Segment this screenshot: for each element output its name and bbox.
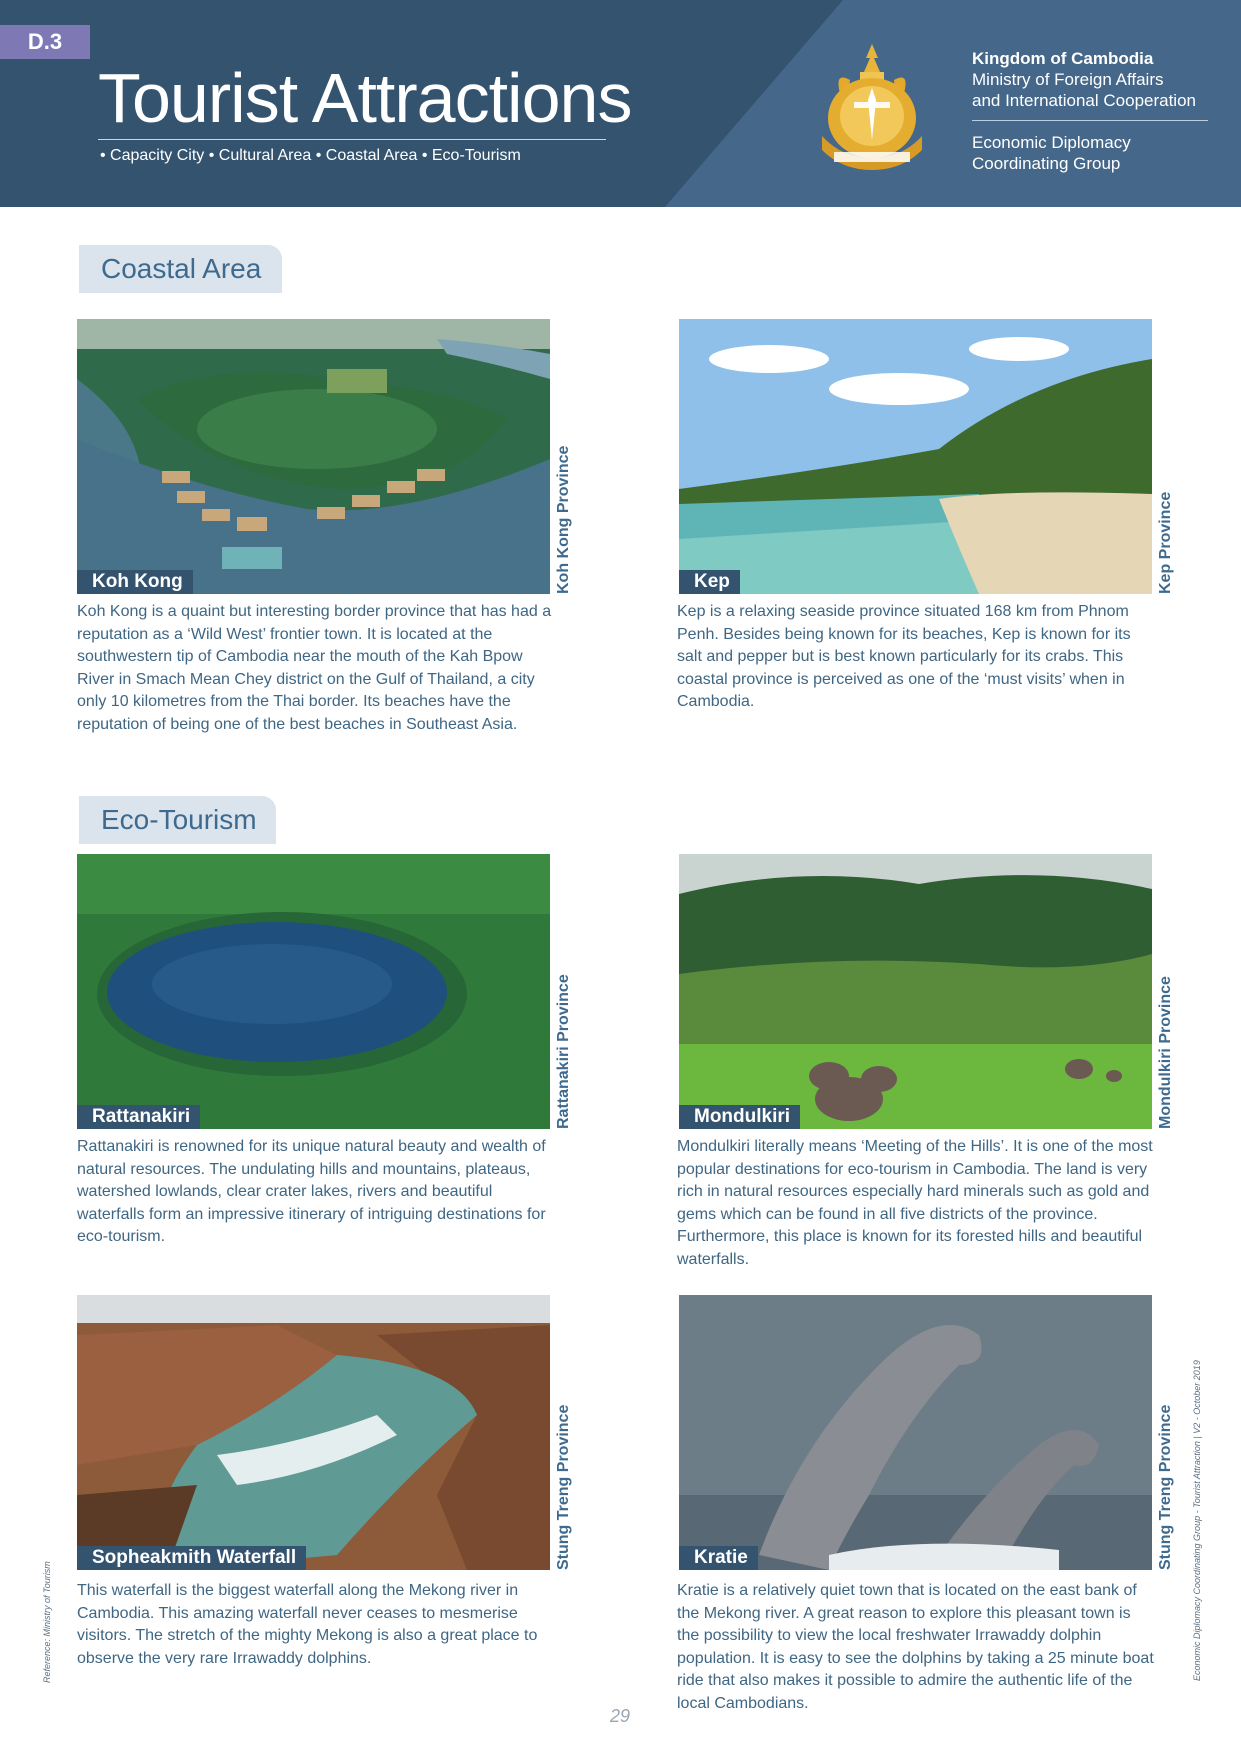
province-label: Mondulkiri Province <box>1157 976 1174 1129</box>
org-ministry-line2: and International Cooperation <box>972 91 1196 110</box>
title-divider <box>98 139 606 140</box>
section-heading-eco-tourism: Eco-Tourism <box>79 796 276 844</box>
photo-caption: Mondulkiri <box>679 1105 800 1129</box>
photo-caption: Sopheakmith Waterfall <box>77 1546 306 1570</box>
org-divider <box>972 120 1208 121</box>
photo-rattanakiri <box>77 854 550 1129</box>
province-label: Stung Treng Province <box>1157 1404 1174 1570</box>
photo-caption: Rattanakiri <box>77 1105 200 1129</box>
org-ministry-line1: Ministry of Foreign Affairs <box>972 70 1164 89</box>
section-heading-coastal: Coastal Area <box>79 245 282 293</box>
card-description: Kratie is a relatively quiet town that is located on the east bank of the Mekong river. A great reason to explore this pleasant town is the possibility to view the local freshwater Irrawaddy dolphin population. It is easy to see the dolphins by taking a 25 minute boat ride that also makes it possible to admire the authentic life of the local Cambodians. <box>677 1582 1154 1712</box>
koh-kong-image <box>77 319 550 594</box>
waterfall-image <box>77 1295 550 1570</box>
photo-caption: Koh Kong <box>77 570 193 594</box>
photo-sopheakmith-waterfall <box>77 1295 550 1570</box>
org-group-line1: Economic Diplomacy <box>972 133 1131 152</box>
province-label: Rattanakiri Province <box>555 974 572 1129</box>
reference-note: Reference: Ministry of Tourism <box>42 1561 52 1683</box>
org-country: Kingdom of Cambodia <box>972 49 1154 68</box>
photo-mondulkiri <box>679 854 1152 1129</box>
photo-kratie <box>679 1295 1152 1570</box>
card-description: Kep is a relaxing seaside province situated 168 km from Phnom Penh. Besides being known for its beaches, Kep is known for its salt and pepper but is best known particularly for its crabs. This coastal province is perceived as one of the ‘must visits’ when in Cambodia. <box>677 603 1131 710</box>
province-label: Stung Treng Province <box>555 1404 572 1570</box>
kratie-dolphins-image <box>679 1295 1152 1570</box>
card-description: Koh Kong is a quaint but interesting border province that has had a reputation as a ‘Wild West’ frontier town. It is located at the southwestern tip of Cambodia near the mouth of the Kah Bpow River in Smach Mean Chey district on the Gulf of Thailand, a city only 10 kilometres from the Thai border. Its beaches have the reputation of being one of the best beaches in Southeast Asia. <box>77 603 552 733</box>
section-code-badge: D.3 <box>0 25 90 59</box>
royal-arms-icon <box>812 40 932 175</box>
card-description: Rattanakiri is renowned for its unique natural beauty and wealth of natural resources. The undulating hills and mountains, plateaus, watershed lowlands, clear crater lakes, rivers and beautiful waterfalls form an impressive itinerary of intriguing destinations for eco-tourism. <box>77 1138 546 1245</box>
page-number: 29 <box>610 1706 631 1726</box>
page-header <box>0 0 1241 207</box>
province-label: Kep Province <box>1157 491 1174 594</box>
card-description: This waterfall is the biggest waterfall along the Mekong river in Cambodia. This amazing waterfall never ceases to mesmerise visitors. The stretch of the mighty Mekong is also a great place to observe the very rare Irrawaddy dolphins. <box>77 1582 538 1667</box>
organization-block <box>972 48 1208 174</box>
photo-kep <box>679 319 1152 594</box>
page-subtitle: • Capacity City • Cultural Area • Coastal Area • Eco-Tourism <box>100 147 521 164</box>
card-description: Mondulkiri literally means ‘Meeting of the Hills’. It is one of the most popular destinations for eco-tourism in Cambodia. The land is very rich in natural resources especially hard minerals such as gold and gems which can be found in all five districts of the province. Furthermore, this place is known for its forested hills and beautiful waterfalls. <box>677 1138 1153 1268</box>
document-side-note: Economic Diplomacy Coordinating Group - Tourist Attraction | V2 - October 2019 <box>1192 1360 1202 1681</box>
org-group-line2: Coordinating Group <box>972 154 1121 173</box>
rattanakiri-image <box>77 854 550 1129</box>
page-title: Tourist Attractions <box>98 59 632 137</box>
mondulkiri-image <box>679 854 1152 1129</box>
kep-image <box>679 319 1152 594</box>
photo-koh-kong <box>77 319 550 594</box>
province-label: Koh Kong Province <box>555 445 572 594</box>
photo-caption: Kep <box>679 570 740 594</box>
photo-caption: Kratie <box>679 1546 758 1570</box>
